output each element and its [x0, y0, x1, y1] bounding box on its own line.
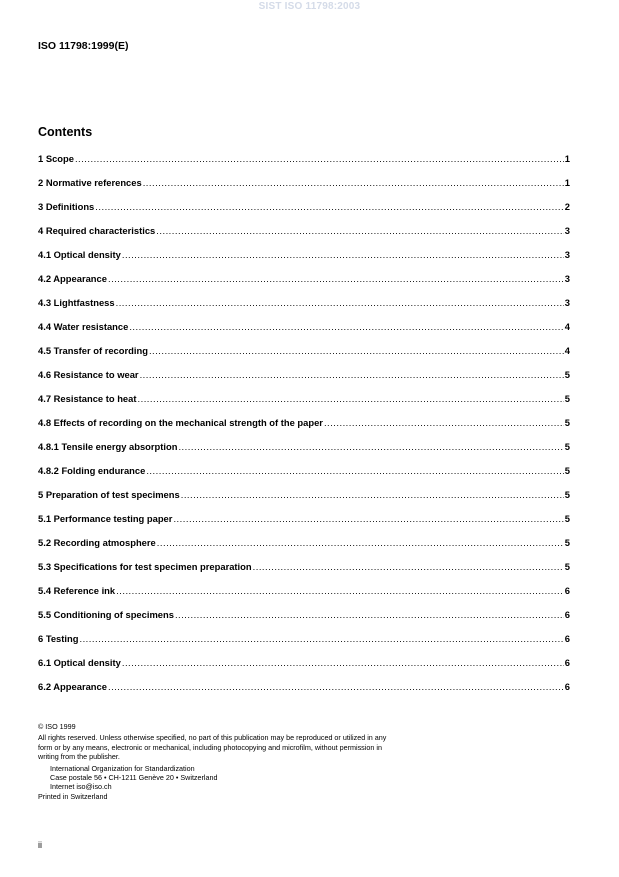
- printed-in: Printed in Switzerland: [38, 791, 108, 801]
- toc-dot-leader: [178, 441, 563, 452]
- toc-entry-page: 6: [564, 609, 570, 620]
- toc-dot-leader: [157, 537, 564, 548]
- toc-entry[interactable]: [38, 465, 570, 489]
- toc-entry-page: 6: [564, 633, 570, 644]
- toc-entry-page: 5: [564, 441, 570, 452]
- toc-entry-page: 3: [564, 273, 570, 284]
- toc-entry-page: 2: [564, 201, 570, 212]
- toc-entry-label: 4.3 Lightfastness: [38, 297, 115, 308]
- copyright-notice: [38, 722, 458, 801]
- toc-entry[interactable]: [38, 249, 570, 273]
- toc-entry-page: 5: [564, 537, 570, 548]
- toc-entry-page: 3: [564, 249, 570, 260]
- toc-entry-page: 5: [564, 489, 570, 500]
- internet-contact: Internet iso@iso.ch: [50, 782, 112, 792]
- toc-entry-label: 1 Scope: [38, 153, 74, 164]
- toc-entry-label: 4.1 Optical density: [38, 249, 121, 260]
- toc-entry-label: 2 Normative references: [38, 177, 142, 188]
- toc-dot-leader: [181, 489, 564, 500]
- toc-entry[interactable]: [38, 513, 570, 537]
- toc-entry-page: 5: [564, 561, 570, 572]
- toc-entry-label: 3 Definitions: [38, 201, 95, 212]
- toc-dot-leader: [156, 225, 564, 236]
- toc-entry[interactable]: [38, 681, 570, 705]
- toc-entry-page: 5: [564, 393, 570, 404]
- toc-dot-leader: [116, 585, 564, 596]
- toc-entry[interactable]: [38, 201, 570, 225]
- toc-entry-page: 6: [564, 585, 570, 596]
- toc-dot-leader: [140, 369, 564, 380]
- toc-dot-leader: [253, 561, 564, 572]
- toc-entry[interactable]: [38, 225, 570, 249]
- toc-entry[interactable]: [38, 561, 570, 585]
- toc-entry-label: 4.7 Resistance to heat: [38, 393, 137, 404]
- toc-dot-leader: [108, 681, 564, 692]
- contents-heading: Contents: [38, 125, 93, 139]
- toc-entry-page: 6: [564, 657, 570, 668]
- table-of-contents: [38, 153, 570, 705]
- publisher-address: [38, 764, 458, 792]
- toc-entry-label: 4.4 Water resistance: [38, 321, 129, 332]
- toc-entry-label: 4 Required characteristics: [38, 225, 156, 236]
- toc-dot-leader: [108, 273, 564, 284]
- toc-dot-leader: [175, 609, 564, 620]
- toc-entry-label: 4.5 Transfer of recording: [38, 345, 148, 356]
- toc-entry-label: 4.2 Appearance: [38, 273, 107, 284]
- toc-entry[interactable]: [38, 417, 570, 441]
- toc-dot-leader: [149, 345, 564, 356]
- toc-entry[interactable]: [38, 297, 570, 321]
- page-number: ii: [38, 840, 42, 850]
- toc-dot-leader: [95, 201, 564, 212]
- toc-entry-page: 3: [564, 297, 570, 308]
- toc-entry-label: 5.4 Reference ink: [38, 585, 116, 596]
- toc-entry-page: 5: [564, 513, 570, 524]
- toc-entry-label: 5.1 Performance testing paper: [38, 513, 173, 524]
- toc-entry-label: 5.3 Specifications for test specimen preparation: [38, 561, 252, 572]
- toc-entry[interactable]: [38, 633, 570, 657]
- toc-entry-page: 4: [564, 321, 570, 332]
- toc-entry[interactable]: [38, 345, 570, 369]
- toc-entry-page: 5: [564, 369, 570, 380]
- toc-dot-leader: [122, 249, 564, 260]
- toc-dot-leader: [75, 153, 564, 164]
- toc-entry-label: 6 Testing: [38, 633, 79, 644]
- toc-entry-page: 1: [564, 153, 570, 164]
- toc-entry[interactable]: [38, 585, 570, 609]
- toc-entry[interactable]: [38, 657, 570, 681]
- toc-entry-label: 5 Preparation of test specimens: [38, 489, 180, 500]
- toc-entry-label: 4.8.1 Tensile energy absorption: [38, 441, 178, 452]
- toc-entry-label: 4.8.2 Folding endurance: [38, 465, 146, 476]
- toc-dot-leader: [129, 321, 563, 332]
- toc-dot-leader: [122, 657, 564, 668]
- toc-entry-label: 6.1 Optical density: [38, 657, 121, 668]
- watermark: SIST ISO 11798:2003: [258, 1, 361, 12]
- toc-entry-page: 3: [564, 225, 570, 236]
- document-id: ISO 11798:1999(E): [38, 40, 129, 52]
- toc-entry[interactable]: [38, 489, 570, 513]
- toc-entry[interactable]: [38, 369, 570, 393]
- toc-entry-label: 4.6 Resistance to wear: [38, 369, 139, 380]
- toc-entry[interactable]: [38, 153, 570, 177]
- toc-dot-leader: [324, 417, 564, 428]
- toc-entry[interactable]: [38, 273, 570, 297]
- toc-entry-label: 5.5 Conditioning of specimens: [38, 609, 174, 620]
- toc-dot-leader: [173, 513, 563, 524]
- toc-entry-label: 5.2 Recording atmosphere: [38, 537, 156, 548]
- toc-entry-page: 5: [564, 417, 570, 428]
- postal-address: Case postale 56 • CH-1211 Genève 20 • Switzerland: [50, 773, 218, 783]
- toc-entry-page: 5: [564, 465, 570, 476]
- toc-dot-leader: [137, 393, 563, 404]
- toc-entry-page: 1: [564, 177, 570, 188]
- copyright-line: © ISO 1999: [38, 722, 76, 731]
- toc-entry[interactable]: [38, 177, 570, 201]
- toc-dot-leader: [146, 465, 563, 476]
- rights-statement: All rights reserved. Unless otherwise specified, no part of this publication may be reproduced or utilized in any form or by any means, electronic or mechanical, including photocopying and microfilm, without permission in writing from the publisher.: [38, 733, 387, 762]
- toc-dot-leader: [116, 297, 564, 308]
- toc-entry[interactable]: [38, 393, 570, 417]
- toc-entry-page: 6: [564, 681, 570, 692]
- toc-entry[interactable]: [38, 441, 570, 465]
- toc-dot-leader: [143, 177, 564, 188]
- toc-entry-label: 4.8 Effects of recording on the mechanical strength of the paper: [38, 417, 323, 428]
- toc-entry-page: 4: [564, 345, 570, 356]
- toc-dot-leader: [79, 633, 563, 644]
- toc-entry[interactable]: [38, 321, 570, 345]
- toc-entry[interactable]: [38, 609, 570, 633]
- toc-entry-label: 6.2 Appearance: [38, 681, 107, 692]
- publisher-name: International Organization for Standardization: [50, 763, 195, 773]
- toc-entry[interactable]: [38, 537, 570, 561]
